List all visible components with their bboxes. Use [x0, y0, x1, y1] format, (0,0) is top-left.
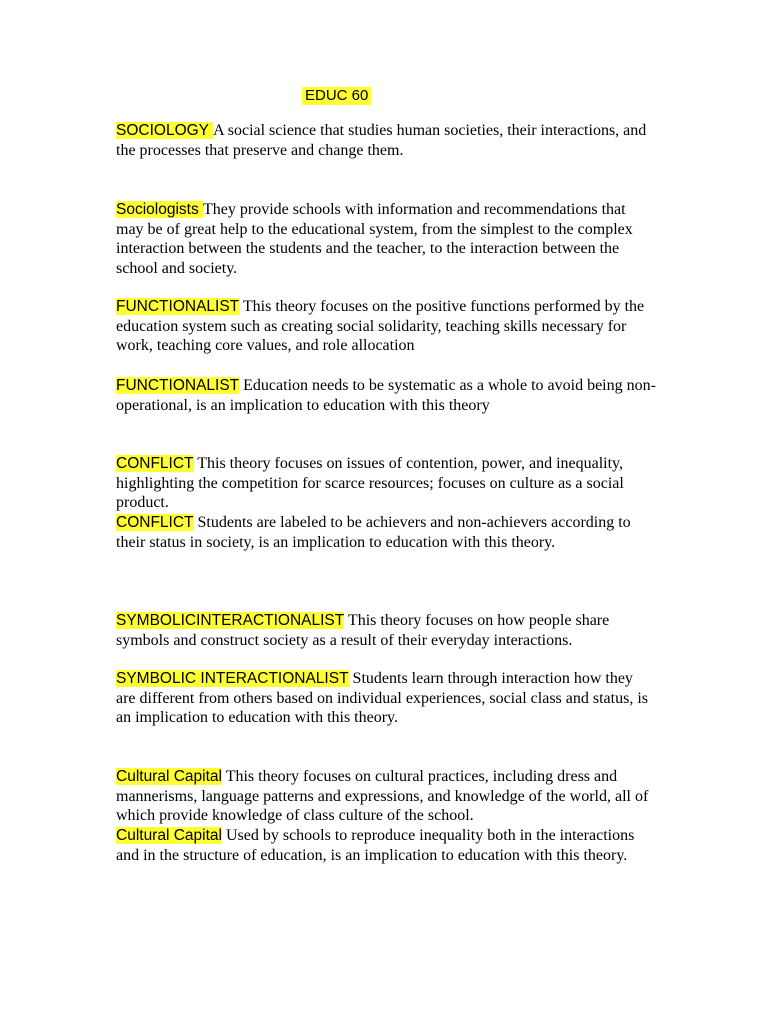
- term-highlight: FUNCTIONALIST: [116, 377, 240, 394]
- term-definition: This theory focuses on how people share symbols and construct society as a result of their everyday interactions.: [116, 612, 610, 649]
- entry-functionalist-implication: [116, 376, 656, 415]
- term-definition: This theory focuses on the positive functions performed by the education system such as creating social solidarity, teaching skills necessary for work, teaching core values, and role allocation: [116, 298, 645, 355]
- document-title: EDUC 60: [302, 87, 371, 105]
- entry-symbolic-implication: [116, 669, 656, 728]
- entry-cultural-capital-theory: [116, 767, 656, 826]
- term-definition: They provide schools with information and recommendations that may be of great help to the educational system, from the simplest to the complex interaction between the students and the teacher, to the interaction between the school and society.: [116, 201, 633, 277]
- term-definition: Students are labeled to be achievers and non-achievers according to their status in society, is an implication to education with this theory.: [116, 514, 631, 551]
- entry-symbolic-theory: [116, 611, 656, 650]
- term-highlight: Cultural Capital: [116, 827, 222, 844]
- entry-functionalist-theory: [116, 297, 656, 356]
- term-definition: Students learn through interaction how they are different from others based on individual experiences, social class and status, is an implication to education with this theory.: [116, 670, 648, 727]
- term-highlight: CONFLICT: [116, 455, 194, 472]
- entry-sociologists: [116, 200, 656, 278]
- term-definition: This theory focuses on cultural practices, including dress and mannerisms, language patterns and expressions, and knowledge of the world, all of which provide knowledge of class culture of the school.: [116, 768, 649, 825]
- term-definition: Education needs to be systematic as a whole to avoid being non-operational, is an implication to education with this theory: [116, 377, 656, 414]
- term-definition: Used by schools to reproduce inequality both in the interactions and in the structure of education, is an implication to education with this theory.: [116, 827, 635, 864]
- term-highlight: FUNCTIONALIST: [116, 298, 240, 315]
- term-highlight: SYMBOLIC INTERACTIONALIST: [116, 670, 349, 687]
- term-highlight: Cultural Capital: [116, 768, 222, 785]
- term-highlight: SYMBOLICINTERACTIONALIST: [116, 612, 345, 629]
- entry-cultural-capital-implication: [116, 826, 656, 865]
- entry-sociology: [116, 121, 656, 160]
- term-highlight: SOCIOLOGY: [116, 122, 214, 139]
- term-definition: A social science that studies human societies, their interactions, and the processes that preserve and change them.: [116, 122, 647, 159]
- term-highlight: Sociologists: [116, 201, 204, 218]
- term-highlight: CONFLICT: [116, 514, 194, 531]
- entry-conflict-implication: [116, 513, 656, 552]
- entry-conflict-theory: [116, 454, 656, 513]
- term-definition: This theory focuses on issues of contention, power, and inequality, highlighting the competition for scarce resources; focuses on culture as a social product.: [116, 455, 624, 512]
